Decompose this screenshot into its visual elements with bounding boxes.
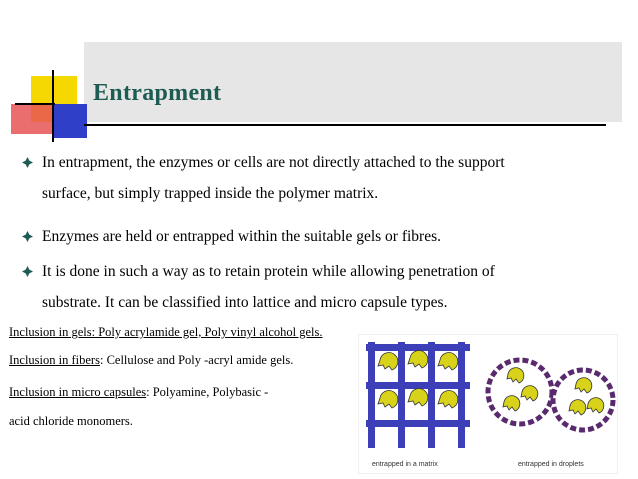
bullet-2-line-1: Enzymes are held or entrapped within the suitable gels or fibres. xyxy=(42,228,441,245)
entrapment-figure xyxy=(358,334,618,474)
diamond-bullet-icon xyxy=(22,266,33,277)
deco-horizontal-line xyxy=(15,103,55,105)
slide-title: Entrapment xyxy=(93,80,222,106)
inclusion-capsules-continuation: acid chloride monomers. xyxy=(9,414,133,428)
inclusion-gels-line xyxy=(9,325,323,340)
bullet-1-line-2: surface, but simply trapped inside the polymer matrix. xyxy=(42,185,379,202)
droplets-caption: entrapped in droplets xyxy=(518,461,584,468)
inclusion-fibers-label: Inclusion in fibers xyxy=(9,353,100,367)
inclusion-capsules-text: : Polyamine, Polybasic - xyxy=(146,385,269,399)
bullet-1-line-1: In entrapment, the enzymes or cells are not directly attached to the support xyxy=(42,154,505,171)
diamond-bullet-icon xyxy=(22,231,33,242)
bullet-3-line-2: substrate. It can be classified into lattice and micro capsule types. xyxy=(42,294,448,311)
deco-vertical-line xyxy=(52,70,54,142)
matrix-caption: entrapped in a matrix xyxy=(372,461,438,468)
inclusion-capsules-line xyxy=(9,385,268,400)
inclusion-gels-text: Poly acrylamide gel, Poly vinyl alcohol gels. xyxy=(95,325,323,339)
diamond-bullet-icon xyxy=(22,157,33,168)
inclusion-fibers-line xyxy=(9,353,293,368)
inclusion-gels-label: Inclusion in gels: xyxy=(9,325,96,339)
bullet-3-line-1: It is done in such a way as to retain protein while allowing penetration of xyxy=(42,263,495,280)
title-underline xyxy=(84,124,606,126)
deco-blue-block xyxy=(53,104,87,138)
inclusion-capsules-label: Inclusion in micro capsules xyxy=(9,385,147,399)
inclusion-fibers-text: : Cellulose and Poly -acryl amide gels. xyxy=(99,353,294,367)
matrix-diagram xyxy=(364,340,474,448)
